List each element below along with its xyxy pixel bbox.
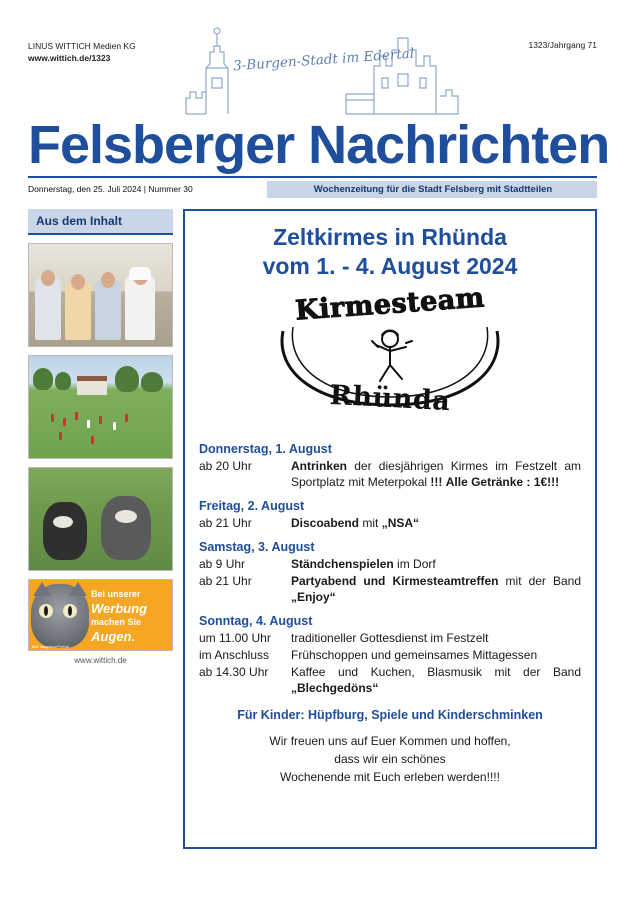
schedule-day-heading: Freitag, 2. August <box>199 499 305 513</box>
announcement-box <box>183 209 597 849</box>
sidebar-advertisement[interactable] <box>28 579 173 651</box>
schedule-entry <box>199 556 581 572</box>
sidebar-photo-sports-field[interactable] <box>28 355 173 459</box>
title-bar <box>28 115 610 199</box>
headline-line-2: vom 1. - 4. August 2024 <box>262 253 518 279</box>
schedule-entry-description: Frühschoppen und gemeinsames Mittagessen <box>291 648 538 662</box>
sidebar-photo-dogs[interactable] <box>28 467 173 571</box>
schedule-entry-time: ab 14.30 Uhr <box>199 665 269 679</box>
logo-text-top: Kirmesteam <box>294 282 486 327</box>
schedule-day-heading: Sonntag, 4. August <box>199 614 313 628</box>
content-area <box>28 209 597 849</box>
ad-line-2: Werbung <box>91 601 148 616</box>
schedule-entry-description: Kaffee und Kuchen, Blasmusik mit der Band „Blechgedöns“ <box>291 665 581 695</box>
cat-illustration-icon <box>31 584 89 648</box>
sidebar <box>28 209 173 849</box>
schedule-entry-description: Partyabend und Kirmesteamtreffen mit der Band „Enjoy“ <box>291 574 581 604</box>
schedule-entry <box>199 647 581 663</box>
schedule-entry <box>199 664 581 696</box>
schedule-entry-description: Ständchenspielen im Dorf <box>291 557 436 571</box>
kirmesteam-logo <box>199 283 581 433</box>
closing-message <box>199 732 581 786</box>
masthead-subtitle: Wochenzeitung für die Stadt Felsberg mit Stadtteilen <box>267 181 597 198</box>
schedule-entry-time: ab 21 Uhr <box>199 516 252 530</box>
date-line: Donnerstag, den 25. Juli 2024 | Nummer 30 <box>28 184 193 194</box>
schedule-entry-description: Discoabend mit „NSA“ <box>291 516 420 530</box>
schedule-entry <box>199 515 581 531</box>
masthead <box>28 22 597 114</box>
issue-number: 1323/Jahrgang 71 <box>528 40 597 50</box>
ad-line-1: Bei unserer <box>91 589 141 599</box>
publisher-url[interactable]: www.wittich.de/1323 <box>28 53 111 63</box>
kids-note: Für Kinder: Hüpfburg, Spiele und Kinderschminken <box>237 708 543 722</box>
schedule-day-heading: Donnerstag, 1. August <box>199 442 332 456</box>
script-banner: 3-Burgen-Stadt im Edertal <box>232 45 415 75</box>
event-schedule <box>199 442 581 696</box>
ad-image-credit: Bild: vecgostas/Freepik <box>32 645 70 649</box>
logo-mascot-icon <box>362 327 418 385</box>
ad-line-4: Augen. <box>91 629 136 644</box>
sidebar-heading: Aus dem Inhalt <box>28 209 173 235</box>
ad-line-3: machen Sie <box>91 617 142 627</box>
schedule-entry-time: um 11.00 Uhr <box>199 631 271 645</box>
schedule-entry <box>199 573 581 605</box>
publisher-block <box>28 40 136 64</box>
headline-line-1: Zeltkirmes in Rhünda <box>273 224 507 250</box>
schedule-entry-description: Antrinken der diesjährigen Kirmes im Festzelt am Sportplatz mit Meterpokal !!! Alle Getränke : 1€!!! <box>291 459 581 489</box>
schedule-entry <box>199 630 581 646</box>
title-divider <box>28 176 597 178</box>
schedule-day-heading: Samstag, 3. August <box>199 540 315 554</box>
announcement-headline <box>199 223 581 281</box>
schedule-entry-time: ab 9 Uhr <box>199 557 246 571</box>
castle-line-art-icon <box>176 22 476 118</box>
schedule-entry-time: ab 21 Uhr <box>199 574 252 588</box>
closing-line-1: Wir freuen uns auf Euer Kommen und hoffen, <box>269 734 511 748</box>
closing-line-3: Wochenende mit Euch erleben werden!!!! <box>280 770 500 784</box>
schedule-entry-time: im Anschluss <box>199 648 270 662</box>
sidebar-photo-people[interactable] <box>28 243 173 347</box>
ad-url[interactable]: www.wittich.de <box>74 656 127 665</box>
closing-line-2: dass wir ein schönes <box>334 752 446 766</box>
schedule-entry <box>199 458 581 490</box>
schedule-entry-description: traditioneller Gottesdienst im Festzelt <box>291 631 489 645</box>
publisher-name: LINUS WITTICH Medien KG <box>28 41 136 51</box>
logo-text-bottom: Rhünda <box>328 379 452 418</box>
page-title: Felsberger Nachrichten <box>28 115 610 175</box>
schedule-entry-time: ab 20 Uhr <box>199 459 252 473</box>
